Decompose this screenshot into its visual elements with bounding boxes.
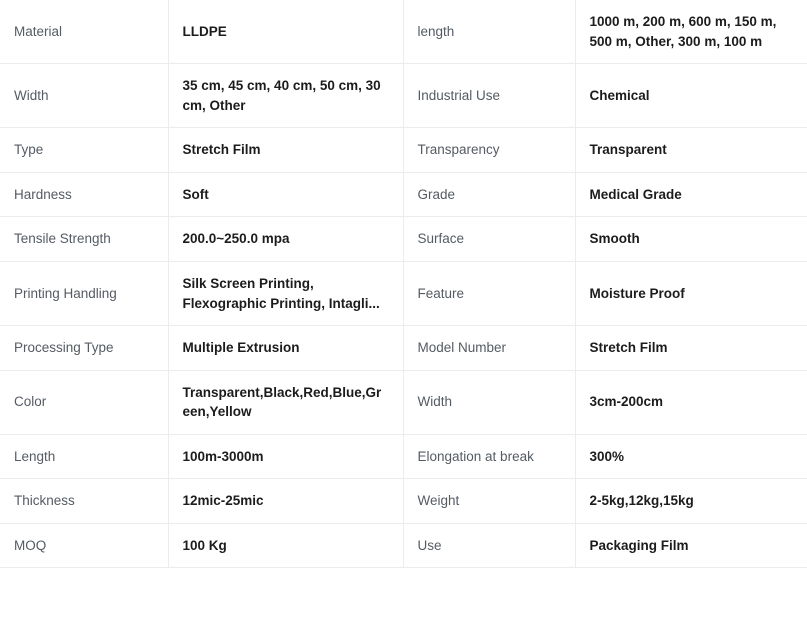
spec-key: length: [403, 0, 575, 64]
spec-value: 35 cm, 45 cm, 40 cm, 50 cm, 30 cm, Other: [168, 64, 403, 128]
spec-key: Processing Type: [0, 326, 168, 371]
spec-key: Color: [0, 370, 168, 434]
table-row: [0, 479, 807, 524]
spec-value: 200.0~250.0 mpa: [168, 217, 403, 262]
table-row: [0, 326, 807, 371]
spec-value: Chemical: [589, 87, 650, 103]
spec-value: 3cm-200cm: [589, 394, 664, 410]
spec-key: Hardness: [0, 172, 168, 217]
spec-value: 100 Kg: [168, 523, 403, 568]
spec-value: Medical Grade: [589, 186, 682, 202]
spec-value: LLDPE: [168, 0, 403, 64]
spec-key: Tensile Strength: [0, 217, 168, 262]
spec-key: Industrial Use: [403, 64, 575, 128]
spec-key: Feature: [403, 261, 575, 325]
table-row: [0, 217, 807, 262]
table-row: [0, 128, 807, 173]
spec-key: Material: [0, 0, 168, 64]
spec-key: Use: [403, 523, 575, 568]
table-row: [0, 370, 807, 434]
spec-key: Grade: [403, 172, 575, 217]
spec-value: 12mic-25mic: [168, 479, 403, 524]
spec-value: Smooth: [589, 231, 640, 247]
spec-key: Model Number: [403, 326, 575, 371]
spec-value: Moisture Proof: [589, 285, 685, 301]
spec-value: 300%: [589, 448, 625, 464]
spec-key: Thickness: [0, 479, 168, 524]
spec-value: Transparent: [589, 142, 667, 158]
spec-key: Width: [403, 370, 575, 434]
table-row: [0, 523, 807, 568]
table-row: [0, 172, 807, 217]
spec-key: Type: [0, 128, 168, 173]
spec-value: Silk Screen Printing, Flexographic Printing, Intagli...: [168, 261, 403, 325]
spec-value: Packaging Film: [589, 537, 689, 553]
spec-key: Length: [0, 434, 168, 479]
spec-key: Printing Handling: [0, 261, 168, 325]
spec-key: Surface: [403, 217, 575, 262]
spec-value: 1000 m, 200 m, 600 m, 150 m, 500 m, Other, 300 m, 100 m: [589, 14, 777, 49]
spec-value: 100m-3000m: [168, 434, 403, 479]
spec-key: Width: [0, 64, 168, 128]
spec-value: Multiple Extrusion: [168, 326, 403, 371]
spec-key: Weight: [403, 479, 575, 524]
table-row: [0, 64, 807, 128]
spec-value: 2-5kg,12kg,15kg: [589, 493, 694, 509]
spec-value: Stretch Film: [168, 128, 403, 173]
table-row: [0, 0, 807, 64]
spec-key: MOQ: [0, 523, 168, 568]
table-row: [0, 261, 807, 325]
table-row: [0, 434, 807, 479]
spec-value: Stretch Film: [589, 340, 668, 356]
spec-value: Transparent,Black,Red,Blue,Green,Yellow: [168, 370, 403, 434]
spec-key: Transparency: [403, 128, 575, 173]
spec-key: Elongation at break: [403, 434, 575, 479]
spec-value: Soft: [168, 172, 403, 217]
